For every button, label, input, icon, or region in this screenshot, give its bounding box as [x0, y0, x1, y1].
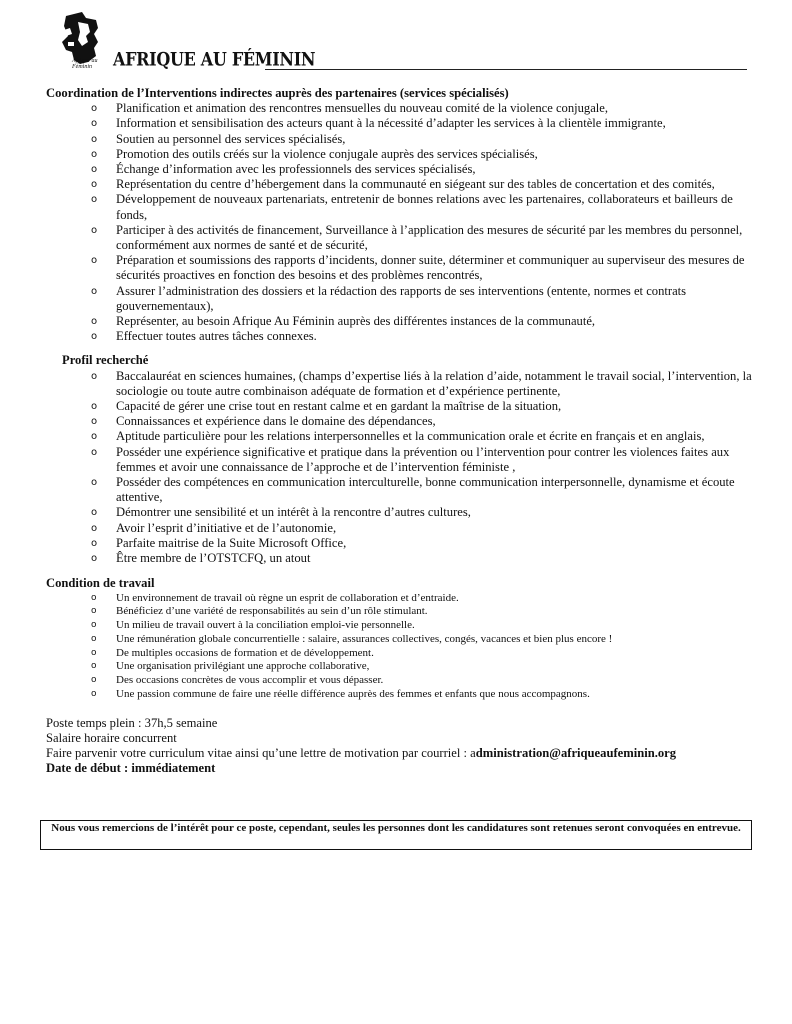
bullet-icon: o [91, 661, 97, 672]
list-item [46, 314, 756, 329]
list-item [46, 147, 756, 162]
list-item [46, 605, 756, 619]
list-item-text: Aptitude particulière pour les relations interpersonnelles et la communication orale et écrite en français et en anglais, [116, 429, 705, 444]
list-item [46, 253, 756, 283]
bullet-icon: o [91, 194, 98, 206]
notice-box [40, 820, 752, 850]
list-item-text: Échange d’information avec les professionnels des services spécialisés, [116, 162, 476, 177]
list-item-text: Capacité de gérer une crise tout en restant calme et en gardant la maîtrise de la situation, [116, 399, 562, 414]
list-item [46, 445, 756, 475]
list-item-text: Information et sensibilisation des acteurs quant à la nécessité d’adapter les services à la clientèle immigrante, [116, 116, 666, 131]
bullet-icon: o [91, 537, 98, 549]
bullet-icon: o [91, 675, 97, 686]
section-title-profil: Profil recherché [62, 353, 149, 368]
list-item [46, 521, 756, 536]
list-item [46, 116, 756, 131]
coordination-list [46, 101, 756, 344]
list-item-text: Effectuer toutes autres tâches connexes. [116, 329, 317, 344]
list-item-text: Bénéficiez d’une variété de responsabilités au sein d’un rôle stimulant. [116, 605, 428, 618]
list-item [46, 551, 756, 566]
bullet-icon: o [91, 370, 98, 382]
list-item-text: Un milieu de travail ouvert à la conciliation emploi-vie personnelle. [116, 619, 415, 632]
conditions-list [46, 592, 756, 702]
bullet-icon: o [91, 446, 98, 458]
list-item [46, 505, 756, 520]
bullet-icon: o [91, 522, 98, 534]
list-item [46, 592, 756, 606]
header-rule [265, 69, 747, 70]
bullet-icon: o [91, 103, 98, 115]
bullet-icon: o [91, 331, 98, 343]
list-item [46, 192, 756, 222]
brand-name: AFRIQUE AU FÉMININ [113, 48, 316, 70]
bullet-icon: o [91, 164, 98, 176]
bullet-icon: o [91, 118, 98, 130]
list-item-text: Parfaite maitrise de la Suite Microsoft Office, [116, 535, 347, 550]
document-body [46, 86, 756, 777]
list-item-text: Connaissances et expérience dans le domaine des dépendances, [116, 414, 436, 429]
list-item-text: Participer à des activités de financement, Surveillance à l’application des mesures de sécurité par les membres du personnel, conformément aux normes de santé et de sécurité, [116, 222, 743, 253]
list-item-text: Une rémunération globale concurrentielle : salaire, assurances collectives, congés, vacances et bien plus encore ! [116, 632, 613, 645]
logo-caption: Afrique au Féminin [72, 58, 98, 70]
list-item-text: Soutien au personnel des services spécialisés, [116, 131, 346, 146]
email-link[interactable]: dministration@afriqueaufeminin.org [475, 746, 677, 761]
bullet-icon: o [91, 620, 97, 631]
list-item [46, 177, 756, 192]
list-item [46, 536, 756, 551]
list-item [46, 475, 756, 505]
bullet-icon: o [91, 592, 97, 603]
bullet-icon: o [91, 477, 98, 489]
list-item-text: Démontrer une sensibilité et un intérêt à la rencontre d’autres cultures, [116, 505, 471, 520]
list-item-text: Avoir l’esprit d’initiative et de l’autonomie, [116, 520, 337, 535]
bullet-icon: o [91, 647, 97, 658]
letterhead [60, 12, 750, 72]
list-item-text: De multiples occasions de formation et de développement. [116, 646, 374, 659]
list-item [46, 633, 756, 647]
list-item-text: Planification et animation des rencontres mensuelles du nouveau comité de la violence conjugale, [116, 101, 609, 116]
bullet-icon: o [91, 401, 98, 413]
list-item [46, 369, 756, 399]
bullet-icon: o [91, 148, 98, 160]
bullet-icon: o [91, 255, 98, 267]
list-item [46, 162, 756, 177]
list-item-text: Développement de nouveaux partenariats, entretenir de bonnes relations avec les partenaires, collaborateurs et bailleurs de fonds, [116, 192, 733, 222]
section-title-coordination: Coordination de l’Interventions indirectes auprès des partenaires (services spécialisés) [46, 86, 509, 100]
apply-text: Faire parvenir votre curriculum vitae ainsi qu’une lettre de motivation par courriel : a [46, 746, 476, 761]
list-item-text: Représenter, au besoin Afrique Au Féminin auprès des différentes instances de la communauté, [116, 314, 596, 329]
bullet-icon: o [91, 416, 98, 428]
notice-text: Nous vous remercions de l’intérêt pour ce poste, cependant, seules les personnes dont les candidatures sont retenues seront convoquées en entrevue. [51, 822, 741, 834]
list-item-text: Un environnement de travail où règne un esprit de collaboration et d’entraide. [116, 591, 459, 604]
bullet-icon: o [91, 689, 97, 700]
list-item-text: Posséder des compétences en communication interculturelle, bonne communication interpersonnelle, dynamisme et écoute attentive, [116, 475, 735, 505]
list-item [46, 284, 756, 314]
bullet-icon: o [91, 285, 98, 297]
list-item-text: Une passion commune de faire une réelle différence auprès des femmes et enfants que nous accompagnons. [116, 688, 590, 701]
list-item [46, 429, 756, 444]
list-item [46, 329, 756, 344]
list-item-text: Des occasions concrètes de vous accomplir et vous dépasser. [116, 674, 384, 687]
bullet-icon: o [91, 224, 98, 236]
list-item [46, 660, 756, 674]
list-item-text: Une organisation privilégiant une approche collaborative, [116, 660, 370, 673]
list-item-text: Baccalauréat en sciences humaines, (champs d’expertise liés à la relation d’aide, notamment le travail social, l’intervention, la sociologie ou toute autre combinaison adéquate de formation et d’expérience pertinente, [116, 368, 752, 398]
list-item-text: Assurer l’administration des dossiers et la rédaction des rapports de ses interventions (entente, normes et contrats gouvernementaux), [116, 283, 687, 313]
list-item [46, 619, 756, 633]
list-item-text: Posséder une expérience significative et pratique dans la prévention ou l’intervention pour contrer les violences faites aux femmes et avoir une connaissance de l’approche et de l’intervention féministe , [116, 444, 730, 474]
list-item-text: Être membre de l’OTSTCFQ, un atout [116, 551, 311, 566]
apply-line [46, 746, 756, 761]
list-item [46, 132, 756, 147]
bullet-icon: o [91, 606, 97, 617]
list-item [46, 674, 756, 688]
salaire-line: Salaire horaire concurrent [46, 731, 177, 746]
bullet-icon: o [91, 179, 98, 191]
list-item-text: Préparation et soumissions des rapports d’incidents, donner suite, déterminer et communiquer au superviseur des mesures de sécurités proactives en fonction des besoins et des problèmes rencontrés, [116, 253, 745, 283]
bullet-icon: o [91, 133, 98, 145]
list-item [46, 414, 756, 429]
list-item [46, 399, 756, 414]
bullet-icon: o [91, 633, 97, 644]
bullet-icon: o [91, 316, 98, 328]
list-item-text: Représentation du centre d’hébergement dans la communauté en siégeant sur des tables de concertation et des comités, [116, 177, 715, 192]
poste-line: Poste temps plein : 37h,5 semaine [46, 715, 218, 730]
section-title-conditions: Condition de travail [46, 576, 155, 591]
profil-list [46, 369, 756, 567]
list-item-text: Promotion des outils créés sur la violence conjugale auprès des services spécialisés, [116, 146, 538, 161]
list-item [46, 101, 756, 116]
bullet-icon: o [91, 553, 98, 565]
start-date: Date de début : immédiatement [46, 761, 216, 776]
list-item [46, 647, 756, 661]
bullet-icon: o [91, 507, 98, 519]
list-item [46, 688, 756, 702]
bullet-icon: o [91, 431, 98, 443]
list-item [46, 223, 756, 253]
